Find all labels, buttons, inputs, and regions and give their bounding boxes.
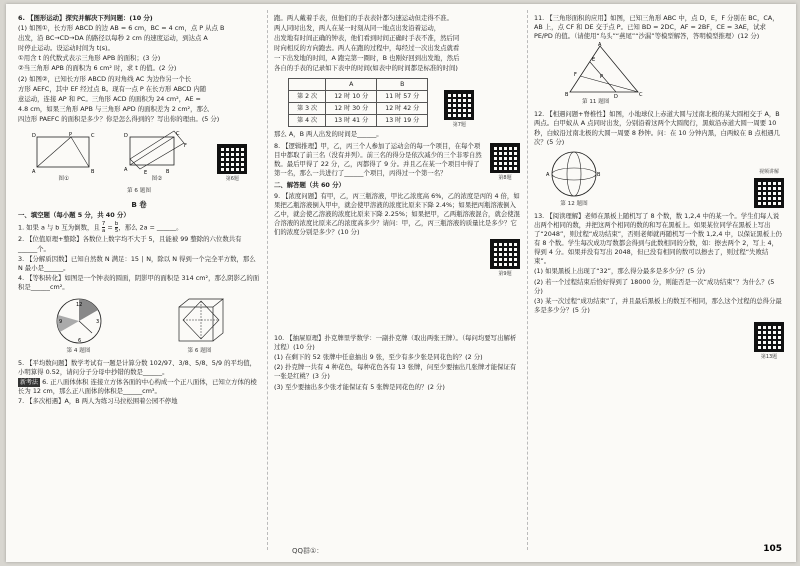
svg-text:P: P bbox=[600, 74, 604, 81]
svg-text:E: E bbox=[143, 170, 148, 176]
q6-heading: 6. 【图形运动】探究并解决下列问题：(10 分) bbox=[18, 14, 153, 22]
cube-octahedron-diagram bbox=[169, 295, 231, 347]
q13-qr-wrap bbox=[534, 321, 784, 362]
fill-q1: 1. 如果 a 与 b 互为倒数，且 $\frac{7}{a}$ = $\frac{b}{5}$ ，那么 2a = ______。 bbox=[18, 221, 183, 235]
fill-blank-heading: 一、填空题（每小题 5 分，共 40 分） bbox=[18, 211, 130, 220]
table-cell: 第 3 次 bbox=[289, 102, 326, 114]
svg-text:B: B bbox=[165, 169, 170, 176]
workbook-page bbox=[6, 4, 796, 562]
column-middle bbox=[274, 14, 520, 395]
table-cell: 11 时 57 分 bbox=[377, 90, 428, 102]
question-8 bbox=[274, 142, 520, 182]
table-cell: 13 时 19 分 bbox=[377, 114, 428, 126]
svg-text:A: A bbox=[546, 171, 550, 178]
new-method-badge: 新考法 bbox=[20, 379, 39, 387]
q11-figure-caption: 第 11 题图 bbox=[582, 99, 610, 106]
table-header-cell: A bbox=[326, 78, 377, 90]
q6-line: 意运动，连接 AP 和 PC。三角形 ACD 的面积为 24 cm²，AE = bbox=[18, 94, 201, 103]
qr-code-q9[interactable] bbox=[490, 238, 520, 279]
q6-line: 方形 AEFC，其中 EF 经过点 B。现有一点 P 在长方形 ABCD 内随 bbox=[18, 84, 207, 93]
table-cell: 12 时 30 分 bbox=[326, 102, 377, 114]
triangle-abc-diagram bbox=[564, 42, 644, 98]
q6-figures bbox=[18, 127, 260, 184]
fill-q4: 4. 【等积转化】如图是一个钟表的圆面，阴影甲的面积是 314 cm²，那么阴影乙的面积是______cm²。 bbox=[18, 273, 260, 291]
qr-code-q6[interactable] bbox=[217, 143, 247, 184]
triangle-figure bbox=[564, 42, 784, 107]
qr-label: 第13题 bbox=[760, 353, 778, 360]
qq-group-footer: QQ群①： bbox=[292, 547, 324, 555]
table-cell: 第 2 次 bbox=[289, 90, 326, 102]
qr-code-icon bbox=[754, 178, 784, 208]
table-cell: 第 4 次 bbox=[289, 114, 326, 126]
qr-code-q8[interactable] bbox=[490, 142, 520, 183]
q13-part3: (3) 某一次过程“成功结束”了，并且最后黑板上的数互不相同，那么这个过程的总得分最多是多少分？(5 分) bbox=[534, 296, 782, 314]
qr-code-q13[interactable] bbox=[754, 321, 784, 362]
section-b-title: B 卷 bbox=[131, 200, 147, 210]
qr-label: 第6题 bbox=[225, 176, 239, 183]
column-divider bbox=[527, 10, 528, 550]
fraction: $\frac{b}{5}$ bbox=[114, 221, 119, 235]
svg-text:P: P bbox=[68, 132, 72, 139]
solve-heading: 二、解答题（共 60 分） bbox=[274, 181, 345, 190]
column-left bbox=[18, 14, 260, 408]
q7-table-row bbox=[274, 75, 520, 130]
q13-part1: (1) 如果黑板上出现了“32”，那么得分最多是多少分？(5 分) bbox=[534, 267, 706, 276]
table-cell: 12 时 42 分 bbox=[377, 102, 428, 114]
svg-text:A: A bbox=[123, 167, 128, 174]
svg-text:D: D bbox=[123, 133, 128, 140]
qr-label: 第7题 bbox=[452, 121, 466, 128]
q6-line: ①用含 t 的代数式表示三角形 APB 的面积；(3 分) bbox=[18, 54, 161, 63]
svg-text:3: 3 bbox=[95, 318, 99, 325]
q10-part2: (2) 扑克牌一共有 4 种花色，每种花色各有 13 张牌，问至少要抽出几张牌才能保证有一张是红桃？(3 分) bbox=[274, 363, 517, 381]
question-9 bbox=[274, 192, 520, 280]
figure-1-caption: 图① bbox=[58, 176, 69, 183]
table-row bbox=[289, 90, 428, 102]
q10-part3: (3) 至少要抽出多少张才能保证有 5 张牌是同花色的？(2 分) bbox=[274, 382, 445, 391]
q9-text: 9. 【浓度问题】有甲，乙，丙三瓶溶液，甲比乙浓度高 6%，乙的浓度是丙的 4 倍，如果把乙瓶溶液倒入甲中，就会使甲溶液的浓度比原来下降 2.4%；如果把丙瓶溶液倒入乙中，就会使乙溶液的浓度比原来下降 2.25%；如果把甲，乙两瓶溶液混合，就会使混合溶液的浓度比原来乙的浓度高多少？请问：甲，乙，丙三瓶溶液的质量比是多少？它们的浓度分别是多少？(10 分) bbox=[274, 191, 521, 236]
q6-line: (1) 如图①，长方形 ABCD 的边 AB = 6 cm，BC = 4 cm，点 P 从点 B bbox=[18, 24, 225, 33]
q8-text: 8. 【逻辑推理】甲，乙，丙三个人参加了运动会的每一个项目，在每个项目中都取了前三名（没有并列）。前三名的得分是依次减少的三个非零自然数。最后甲得了 22 分，乙，丙都得了 9 分。并且乙在某一个项目中得了第一名，那么一共进行了______个项目，丙得过一个第一名？ bbox=[274, 142, 482, 178]
question-10 bbox=[274, 334, 520, 392]
q7-tail: 那么 A，B 两人出发的时间是______。 bbox=[274, 129, 383, 138]
svg-text:12: 12 bbox=[75, 301, 82, 308]
question-6 bbox=[18, 14, 260, 196]
q7-line: 时向相反的方向跑去。两人在跑的过程中，每经过一次出发点就看 bbox=[274, 44, 460, 53]
qr-code-icon bbox=[444, 90, 474, 120]
svg-text:A: A bbox=[31, 169, 36, 176]
table-cell: 12 时 10 分 bbox=[326, 90, 377, 102]
cube-figure bbox=[169, 295, 231, 356]
q4-figures bbox=[18, 295, 260, 356]
q7-line: 出发地有时间正确的钟表，他们看到时间正确时手表不准，然后同 bbox=[274, 34, 460, 43]
qr-label: 第8题 bbox=[498, 175, 512, 182]
q9-qr-wrap bbox=[274, 238, 520, 279]
svg-text:A: A bbox=[598, 42, 602, 49]
svg-text:F: F bbox=[574, 72, 577, 79]
svg-text:C: C bbox=[639, 92, 643, 99]
qr-label: 第9题 bbox=[498, 270, 512, 277]
svg-text:D: D bbox=[614, 94, 618, 99]
rectangle-abcd-diagram bbox=[31, 131, 97, 175]
q6-line: 四边形 PAEFC 的面积是多少？你是怎么得到的？写出你的理由。(5 分) bbox=[18, 114, 220, 123]
q10-part1: (1) 在剩下的 52 张牌中任意抽出 9 张，至少有多少张是同花色的？(2 分) bbox=[274, 353, 483, 362]
q10-heading: 10. 【抽屉原理】扑克牌里学数学：一副扑克牌（取出两张王牌）。（每问均要写出解析过程）(10 分) bbox=[274, 334, 517, 352]
qr-code-icon bbox=[490, 239, 520, 269]
question-12 bbox=[534, 110, 784, 208]
svg-text:B: B bbox=[565, 92, 569, 99]
q11-text: 11. 【三角形面积的应用】如图，已知三角形 ABC 中，点 D，E，F 分别在 BC，CA，AB 上，点 CF 和 DE 交于点 P。已知 BD = 2DC，AF = 2BF，CE = 3AE，试求 PE/PD 的值。（请使用“鸟头”“燕尾”“沙漏”等模型解答，答明模型推理）(12 分) bbox=[534, 14, 779, 41]
qr-code-q7[interactable] bbox=[444, 89, 474, 130]
qr-code-icon bbox=[754, 322, 784, 352]
svg-text:9: 9 bbox=[58, 318, 62, 325]
q6-line: ②当三角形 APB 的面积为 6 cm² 时，求 t 的值。(2 分) bbox=[18, 64, 177, 73]
svg-text:6: 6 bbox=[77, 337, 81, 344]
fill-q6: 新考法 6. 正八面体体积 连接立方体各面的中心构成一个正八面体，已知立方体的棱长为 12 cm，那么正八面体的体积是______cm³。 bbox=[18, 378, 257, 396]
q13-part2: (2) 若一个过程结束后恰好得到了 18000 分，则能否是一次“成功结束”？为什么？(5 分) bbox=[534, 277, 775, 295]
q12-text: 12. 【相遇问题+脊椎性】如图，小地球仪上赤道大圆与过南北极的某大圆相交于 A，B 两点。白甲蚁从 A 点同时出发，分别沿着这两个大圆爬行，黑蚁沿赤道大圆一周要 10 秒，白蚁沿过南北极的大圆一周要 8 秒钟。问：在 10 分钟内黑，白两蚁在 B 点相遇几次？(5 分) bbox=[534, 110, 781, 146]
table-header-row bbox=[289, 78, 428, 90]
table-row bbox=[289, 102, 428, 114]
q7-line: 一下出发地的时间，A 跑完第一圈时，B 也刚好回到出发地，然后 bbox=[274, 54, 460, 63]
q6-line: 时停止运动。设运动时间为 t(s)。 bbox=[18, 44, 114, 53]
figure-2-caption: 图② bbox=[151, 176, 163, 183]
table-header-cell bbox=[289, 78, 326, 90]
svg-text:B: B bbox=[597, 171, 601, 178]
svg-text:C: C bbox=[90, 133, 95, 140]
fill-q5: 5. 【平均数问题】数学考试有一题是计算分数 102/97、3/8、5/8、5/9 的平均值，小明算得 0.52，请问分子分母中抄错的数是______。 bbox=[18, 359, 257, 377]
page-number: 105 bbox=[763, 544, 782, 554]
globe-diagram bbox=[544, 148, 604, 200]
question-11 bbox=[534, 14, 784, 107]
svg-text:D: D bbox=[31, 133, 36, 140]
question-7-cont bbox=[274, 14, 520, 139]
svg-text:B: B bbox=[90, 169, 95, 176]
q6b-figure-caption: 第 6 题图 bbox=[187, 347, 212, 354]
q7-line: 各自的手表的记录如下表中的时间(如表中的时间都是标准的时间) bbox=[274, 64, 458, 73]
fill-q2: 2. 【位值原理+整除】各数位上数字均不大于 5，且能被 99 整除的六位数共有______个。 bbox=[18, 235, 242, 253]
figure-1 bbox=[31, 131, 97, 184]
qr-code-q12[interactable] bbox=[754, 168, 784, 209]
clock-face-diagram bbox=[48, 295, 110, 347]
qr-label: 视频讲解 bbox=[758, 168, 779, 175]
fill-q7: 7. 【多次相遇】A，B 两人为练习马拉松围着公园不停地 bbox=[18, 397, 178, 406]
q12-figure-row bbox=[534, 148, 784, 209]
table-cell: 13 时 41 分 bbox=[326, 114, 377, 126]
fraction: $\frac{7}{a}$ bbox=[101, 221, 106, 235]
q6-line: 出发，沿 BC→CD→DA 的路径以每秒 2 cm 的速度运动，到达点 A bbox=[18, 34, 208, 43]
table-header-cell: B bbox=[377, 78, 428, 90]
globe-figure bbox=[544, 148, 604, 209]
figure-2 bbox=[122, 127, 192, 184]
column-right bbox=[534, 14, 784, 365]
q13-text: 13. 【阅读理解】老师在黑板上随机写了 8 个数，数 1,2,4 中的某一个。学生们每人说出两个相同的数，并把这两个相同的数的和写在黑板上。如果某位同学在黑板上写出了“2048”，则过程“成功结束”，否则老师就再随机写一个数 1,2,4 中，以保证黑板上仍有 8 个数。学生每次成功写数都会得到与此数相同的分数，如：擦去两个 2，写上 4，得到 4 分。如果并没有写出 2048，但已没有相同的数可以擦去了，则过程“失败结束”。 bbox=[534, 211, 782, 266]
answer-space bbox=[274, 282, 520, 334]
table-row bbox=[289, 114, 428, 126]
column-divider bbox=[267, 10, 268, 550]
rectangle-aefc-diagram bbox=[122, 127, 192, 175]
q6-figure-caption: 第 6 题图 bbox=[127, 188, 151, 195]
svg-text:F: F bbox=[183, 143, 187, 150]
q7-line: 跑。两人戴着手表，但他们的手表表针都匀速运动但走得不准。 bbox=[274, 14, 453, 22]
q6-line: (2) 如图②，已知长方形 ABCD 的对角线 AC 为边作另一个长 bbox=[18, 74, 192, 83]
q12-figure-caption: 第 12 题图 bbox=[560, 200, 588, 207]
clock-figure bbox=[48, 295, 110, 356]
q6-line: 4.8 cm，如果三角形 APB 与三角形 APD 的面积差为 2 cm²，那么 bbox=[18, 104, 210, 113]
q4-figure-caption: 第 4 题图 bbox=[66, 347, 91, 354]
watch-time-table bbox=[288, 78, 428, 127]
svg-text:E: E bbox=[592, 57, 596, 64]
fill-q3: 3. 【分解质因数】已知自然数 N 满足：15 ∣ N，除以 N 得到一个完全平方数，那么 N 最小是______。 bbox=[18, 254, 256, 272]
qr-code-icon bbox=[217, 144, 247, 174]
qr-code-icon bbox=[490, 143, 520, 173]
q7-line: 两人同时出发，两人在某一时刻从同一地点出发沿着运动， bbox=[274, 24, 441, 33]
svg-text:C: C bbox=[175, 131, 180, 138]
question-13 bbox=[534, 212, 784, 362]
